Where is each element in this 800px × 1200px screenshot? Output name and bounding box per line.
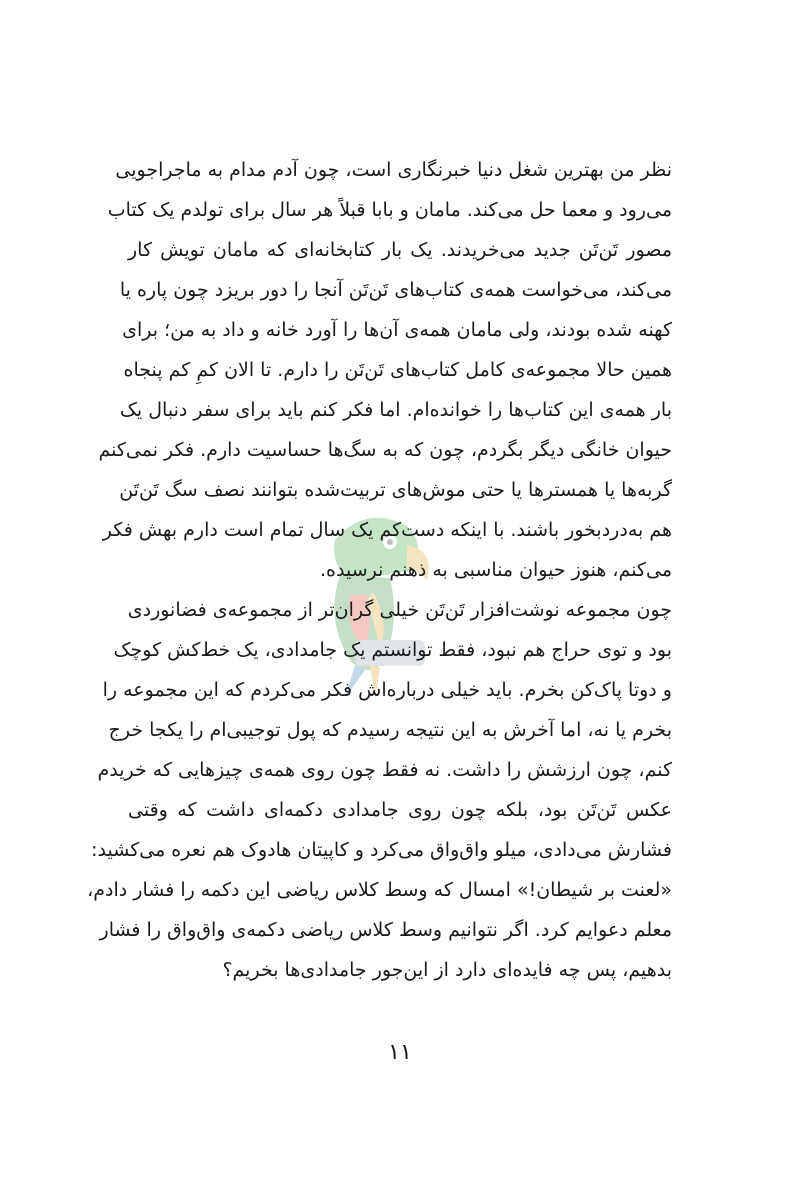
text-line: می‌کند، می‌خواست همه‌ی کتاب‌های تَن‌تَن آنجا را دور بریزد چون پاره یا	[119, 279, 672, 301]
text-line: و دوتا پاک‌کن بخرم. باید خیلی درباره‌اش فکر می‌کردم که این مجموعه را	[102, 679, 672, 701]
text-line: عکس تَن‌تَن بود، بلکه چون روی جامدادی دکمه‌ای داشت که وقتی	[128, 799, 672, 821]
text-line: چون مجموعه نوشت‌افزار تَن‌تَن خیلی گران‌تر از مجموعه‌ی فضانوردی	[127, 599, 672, 621]
body-text	[87, 150, 672, 990]
text-line: هم به‌دردبخور باشند. با اینکه دست‌کم یک سال تمام است دارم بهش فکر	[102, 519, 672, 541]
paragraph-2	[87, 590, 672, 990]
text-line: بود و توی حراج هم نبود، فقط توانستم یک جامدادی، یک خط‌کش کوچک	[113, 639, 672, 661]
text-line: نظر من بهترین شغل دنیا خبرنگاری است، چون آدم مدام به ماجراجویی	[115, 159, 672, 181]
text-line: مصور تَن‌تَن جدید می‌خریدند. یک بار کتابخانه‌ای که مامان تویش کار	[128, 239, 672, 261]
paragraph-1	[98, 150, 672, 590]
text-line: بخرم یا نه، اما آخرش به این نتیجه رسیدم که پول توجیبی‌ام را یکجا خرج	[108, 719, 672, 741]
text-line: گربه‌ها یا همسترها یا حتی موش‌های تربیت‌شده بتوانند نصف سگ تَن‌تَن	[119, 479, 672, 501]
text-line: حیوان خانگی دیگر بگردم، چون که به سگ‌ها حساسیت دارم. فکر نمی‌کنم	[98, 439, 672, 461]
text-line: معلم دعوایم کرد. اگر نتوانیم وسط کلاس ریاضی دکمه‌ی واق‌واق را فشار	[99, 919, 672, 941]
text-line: بار همه‌ی این کتاب‌ها را خوانده‌ام. اما فکر کنم باید برای سفر دنبال یک	[119, 399, 672, 421]
text-line: بدهیم، پس چه فایده‌ای دارد از این‌جور جامدادی‌ها بخریم؟	[222, 959, 672, 981]
text-line: می‌کنم، هنوز حیوان مناسبی به ذهنم نرسیده.	[320, 559, 672, 581]
text-line: می‌رود و معما حل می‌کند. مامان و بابا قبلاً هر سال برای تولدم یک کتاب	[107, 199, 672, 221]
text-line: همین حالا مجموعه‌ی کامل کتاب‌های تَن‌تَن را دارم. تا الان کمِ کم پنجاه	[123, 359, 672, 381]
text-line: فشارش می‌دادی، میلو واق‌واق می‌کرد و کاپیتان هادوک هم نعره می‌کشید:	[91, 839, 672, 861]
text-line: «لعنت بر شیطان!» امسال که وسط کلاس ریاضی این دکمه را فشار دادم،	[87, 879, 672, 901]
text-line: کهنه شده بودند، ولی مامان همه‌ی آن‌ها را آورد خانه و داد به من؛ برای	[122, 319, 672, 341]
page-number: ۱۱	[388, 1040, 412, 1065]
text-line: کنم، چون ارزشش را داشت. نه فقط چون روی همه‌ی چیزهایی که خریدم	[97, 759, 672, 781]
